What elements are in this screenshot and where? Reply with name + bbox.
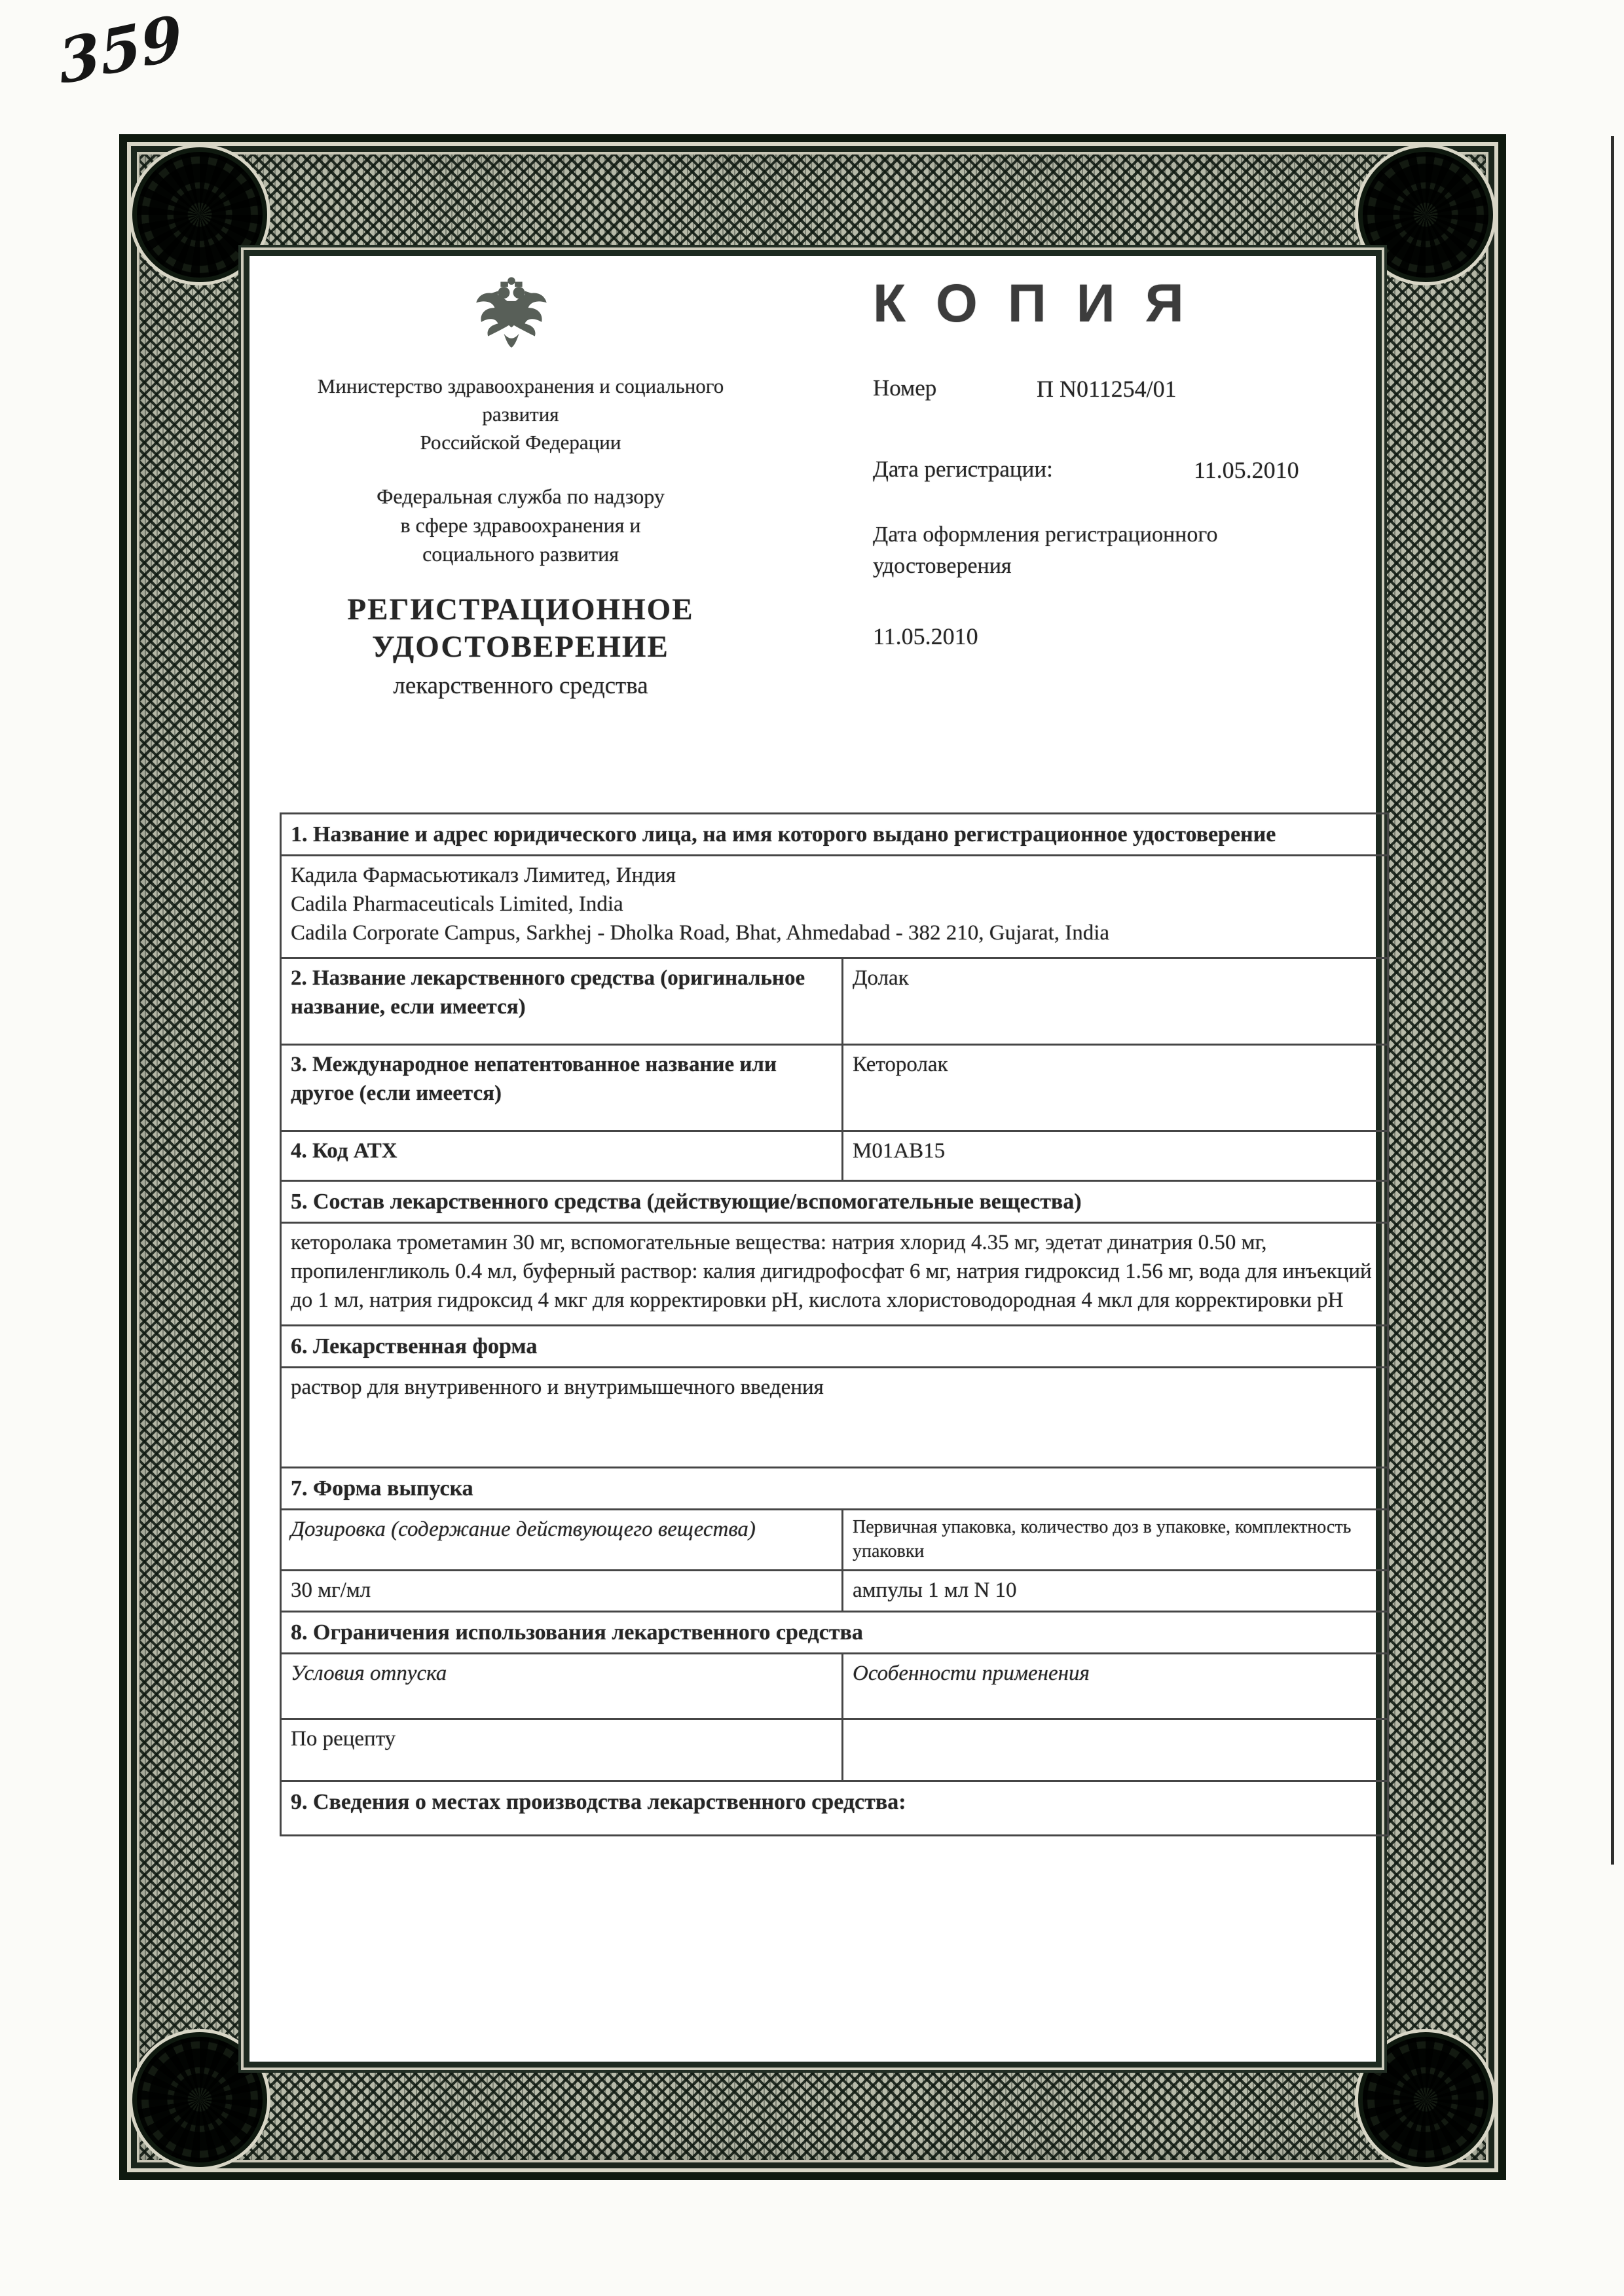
section-1-body: [282, 856, 1387, 957]
scan-artifact-line: [1611, 136, 1614, 1865]
ministry-line: развития: [482, 402, 559, 426]
section-7-title: 7. Форма выпуска: [282, 1468, 1387, 1510]
federal-service-name: [261, 482, 780, 568]
document-title: [261, 591, 780, 700]
section-3: [282, 1044, 1387, 1130]
document-title-line: УДОСТОВЕРЕНИЕ: [372, 630, 669, 665]
security-border-frame: [119, 134, 1506, 2180]
release-form-value-row: [282, 1571, 1387, 1611]
number-value: П N011254/01: [1037, 376, 1177, 402]
ministry-line: Российской Федерации: [420, 430, 621, 454]
issue-date-label: Дата оформления регистрационного удостоверения: [873, 522, 1218, 578]
atc-code: M01AB15: [853, 1139, 946, 1163]
section-9-title: 9. Сведения о местах производства лекарственного средства:: [291, 1790, 906, 1815]
dispensing-conditions-value: По рецепту: [282, 1720, 843, 1780]
document-title-subline: лекарственного средства: [393, 672, 648, 699]
section-7: [282, 1467, 1387, 1611]
section-6-title: 6. Лекарственная форма: [282, 1326, 1387, 1368]
restrictions-value-row: [282, 1720, 1387, 1780]
section-8: [282, 1611, 1387, 1780]
application-features-header: Особенности применения: [853, 1662, 1090, 1686]
registration-date-row: [873, 456, 1299, 484]
service-line: Федеральная служба по надзору: [377, 484, 665, 508]
section-6: [282, 1324, 1387, 1467]
restrictions-header-row: [282, 1654, 1387, 1720]
coat-of-arms-icon: [470, 273, 553, 366]
service-line: в сфере здравоохранения и: [400, 513, 641, 538]
dosage-value: 30 мг/мл: [282, 1571, 843, 1611]
release-form-header-row: [282, 1510, 1387, 1571]
ministry-name: [261, 373, 780, 456]
issue-date-value: 11.05.2010: [873, 623, 978, 649]
certificate-table: [280, 812, 1389, 1836]
registration-number-row: [873, 375, 1177, 403]
dosage-form: раствор для внутривенного и внутримышечного введения: [291, 1375, 824, 1399]
copy-stamp: КОПИЯ: [873, 274, 1214, 333]
section-4-label: 4. Код АТХ: [282, 1132, 843, 1180]
registration-date-label: Дата регистрации:: [873, 456, 1053, 482]
registration-date-value: 11.05.2010: [1194, 457, 1299, 483]
section-4: [282, 1130, 1387, 1180]
section-5-title: 5. Состав лекарственного средства (действующие/вспомогательные вещества): [282, 1182, 1387, 1224]
service-line: социального развития: [422, 542, 619, 566]
section-3-label: 3. Международное непатентованное название или другое (если имеется): [282, 1046, 843, 1130]
packaging-value: ампулы 1 мл N 10: [853, 1578, 1017, 1603]
holder-address: Cadila Corporate Campus, Sarkhej - Dholka Road, Bhat, Ahmedabad - 382 210, Gujarat, India: [291, 920, 1110, 945]
section-2: [282, 957, 1387, 1044]
packaging-column-header: Первичная упаковка, количество доз в упаковке, комплектность упаковки: [853, 1517, 1352, 1562]
drug-trade-name: Долак: [853, 966, 909, 990]
document-title-line: РЕГИСТРАЦИОННОЕ: [347, 592, 694, 627]
dispensing-conditions-header: Условия отпуска: [282, 1654, 843, 1718]
drug-inn-name: Кеторолак: [853, 1052, 948, 1076]
drug-composition: кеторолака трометамин 30 мг, вспомогательные вещества: натрия хлорид 4.35 мг, эдетат динатрия 0.50 мг, пропиленгликоль 0.4 мл, буферный раствор: калия дигидрофосфат 6 мг, натрия гидроксид 1.56 мг, вода для инъекций до 1 мл, натрия гидроксид 4 мкг для корректировки pH, кислота хлористоводородная 4 мкл для корректировки pH: [291, 1231, 1372, 1312]
section-1-title: 1. Название и адрес юридического лица, на имя которого выдано регистрационное удостоверение: [282, 814, 1387, 856]
holder-name-ru: Кадила Фармасьютикалз Лимитед, Индия: [291, 864, 676, 888]
section-1: [282, 814, 1387, 957]
certificate-body: [244, 250, 1382, 2068]
handwritten-page-number: 359: [55, 1, 186, 98]
number-label: Номер: [873, 375, 937, 401]
section-5: [282, 1180, 1387, 1324]
dosage-column-header: Дозировка (содержание действующего вещества): [282, 1510, 843, 1569]
section-9: [282, 1780, 1387, 1834]
section-2-label: 2. Название лекарственного средства (оригинальное название, если имеется): [282, 959, 843, 1044]
ministry-line: Министерство здравоохранения и социального: [317, 374, 724, 397]
section-8-title: 8. Ограничения использования лекарственного средства: [282, 1613, 1387, 1654]
holder-name-en: Cadila Pharmaceuticals Limited, India: [291, 892, 623, 917]
application-features-value: [843, 1720, 1387, 1780]
